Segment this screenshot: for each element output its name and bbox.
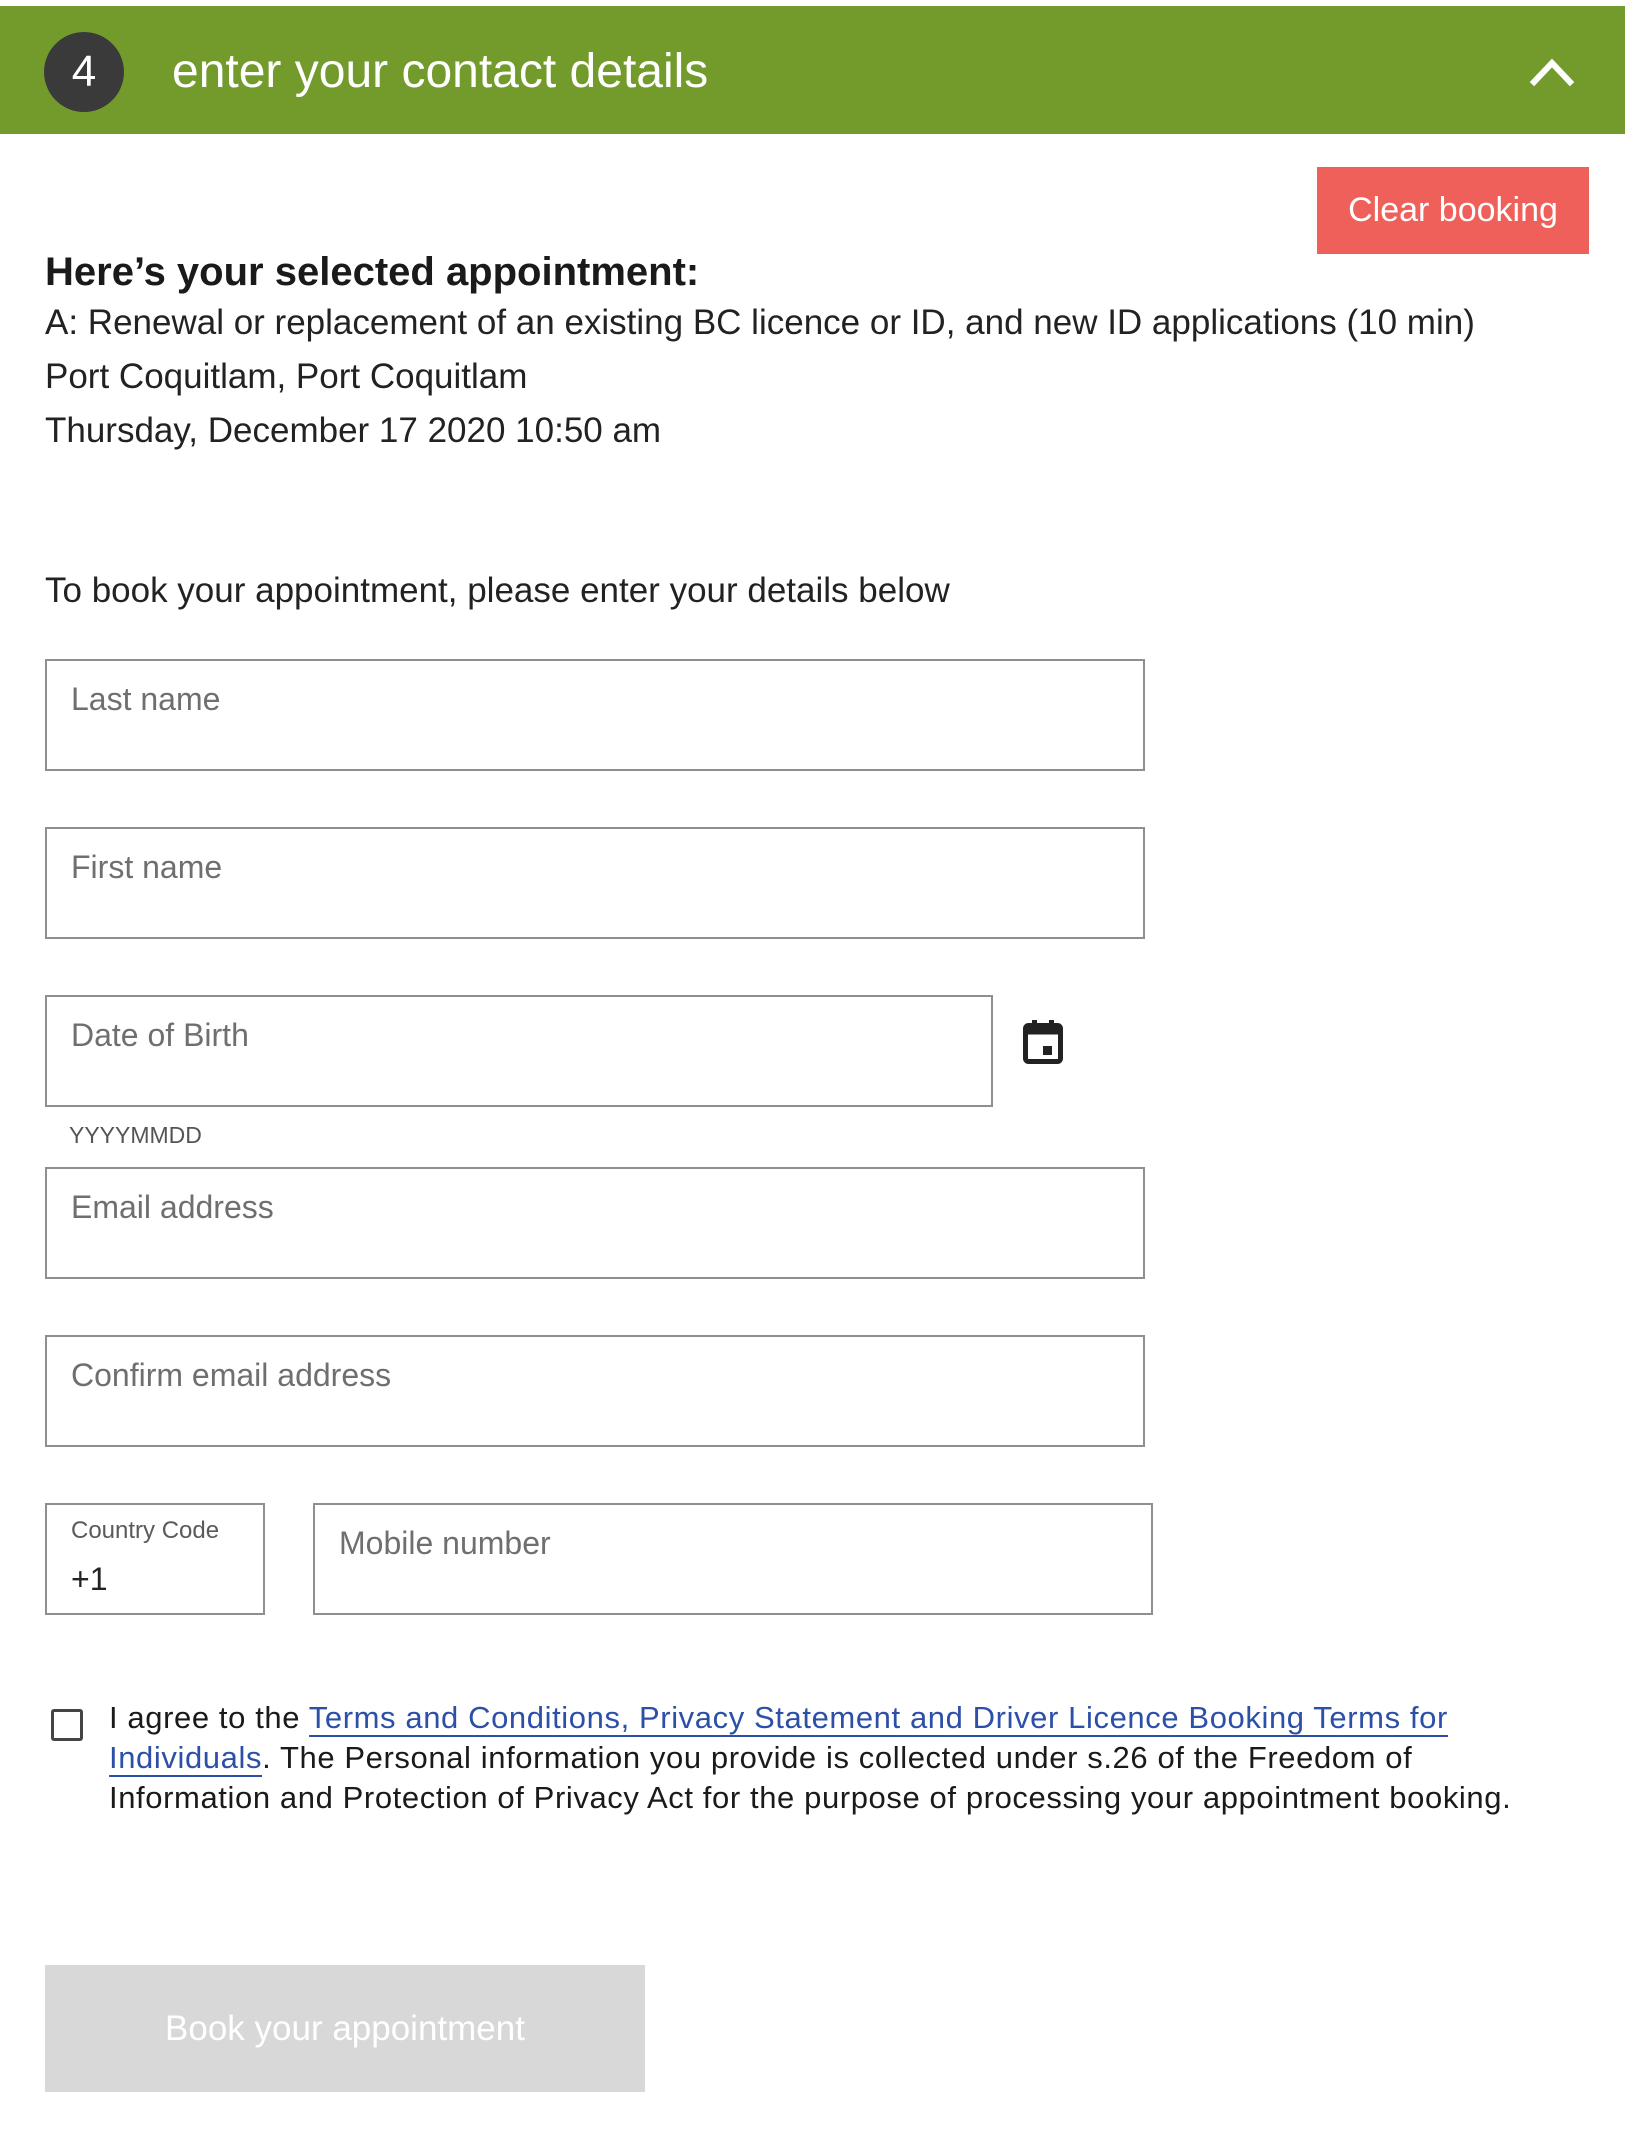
confirm-email-field[interactable]	[45, 1335, 1145, 1447]
country-code-field[interactable]	[45, 1503, 265, 1615]
appointment-service: A: Renewal or replacement of an existing BC licence or ID, and new ID applications (10 min)	[45, 303, 1475, 342]
agreement-suffix: . The Personal information you provide is collected under s.26 of the Freedom of Information and Protection of Privacy Act for the purpose of processing your appointment booking.	[109, 1740, 1512, 1815]
mobile-number-field[interactable]	[313, 1503, 1153, 1615]
email-field[interactable]	[45, 1167, 1145, 1279]
mobile-number-input[interactable]	[315, 1505, 1151, 1613]
country-code-value[interactable]: +1	[71, 1561, 108, 1597]
appointment-location: Port Coquitlam, Port Coquitlam	[45, 357, 528, 396]
date-of-birth-input[interactable]	[47, 997, 991, 1105]
date-format-hint: YYYYMMDD	[69, 1122, 202, 1148]
last-name-field[interactable]	[45, 659, 1145, 771]
calendar-icon[interactable]	[1023, 1020, 1063, 1064]
appointment-datetime: Thursday, December 17 2020 10:50 am	[45, 411, 662, 450]
chevron-up-icon[interactable]	[1526, 50, 1578, 90]
step-number-badge: 4	[44, 32, 124, 112]
last-name-input[interactable]	[47, 661, 1143, 769]
country-code-label: Country Code	[71, 1517, 220, 1544]
step-title: enter your contact details	[172, 45, 709, 98]
first-name-input[interactable]	[47, 829, 1143, 937]
email-input[interactable]	[47, 1169, 1143, 1277]
form-instructions: To book your appointment, please enter your details below	[45, 571, 950, 610]
step-header[interactable]	[0, 6, 1625, 134]
agreement-text	[109, 1698, 1549, 1818]
appointment-heading: Here’s your selected appointment:	[45, 250, 700, 294]
confirm-email-input[interactable]	[47, 1337, 1143, 1445]
agree-checkbox[interactable]	[51, 1709, 83, 1741]
book-appointment-button[interactable]: Book your appointment	[45, 1965, 645, 2092]
terms-link[interactable]: Terms and Conditions, Privacy Statement and Driver Licence Booking Terms for Individuals	[109, 1700, 1448, 1775]
first-name-field[interactable]	[45, 827, 1145, 939]
date-of-birth-field[interactable]	[45, 995, 993, 1107]
agreement-prefix: I agree to the	[109, 1700, 309, 1735]
clear-booking-button[interactable]: Clear booking	[1317, 167, 1589, 254]
